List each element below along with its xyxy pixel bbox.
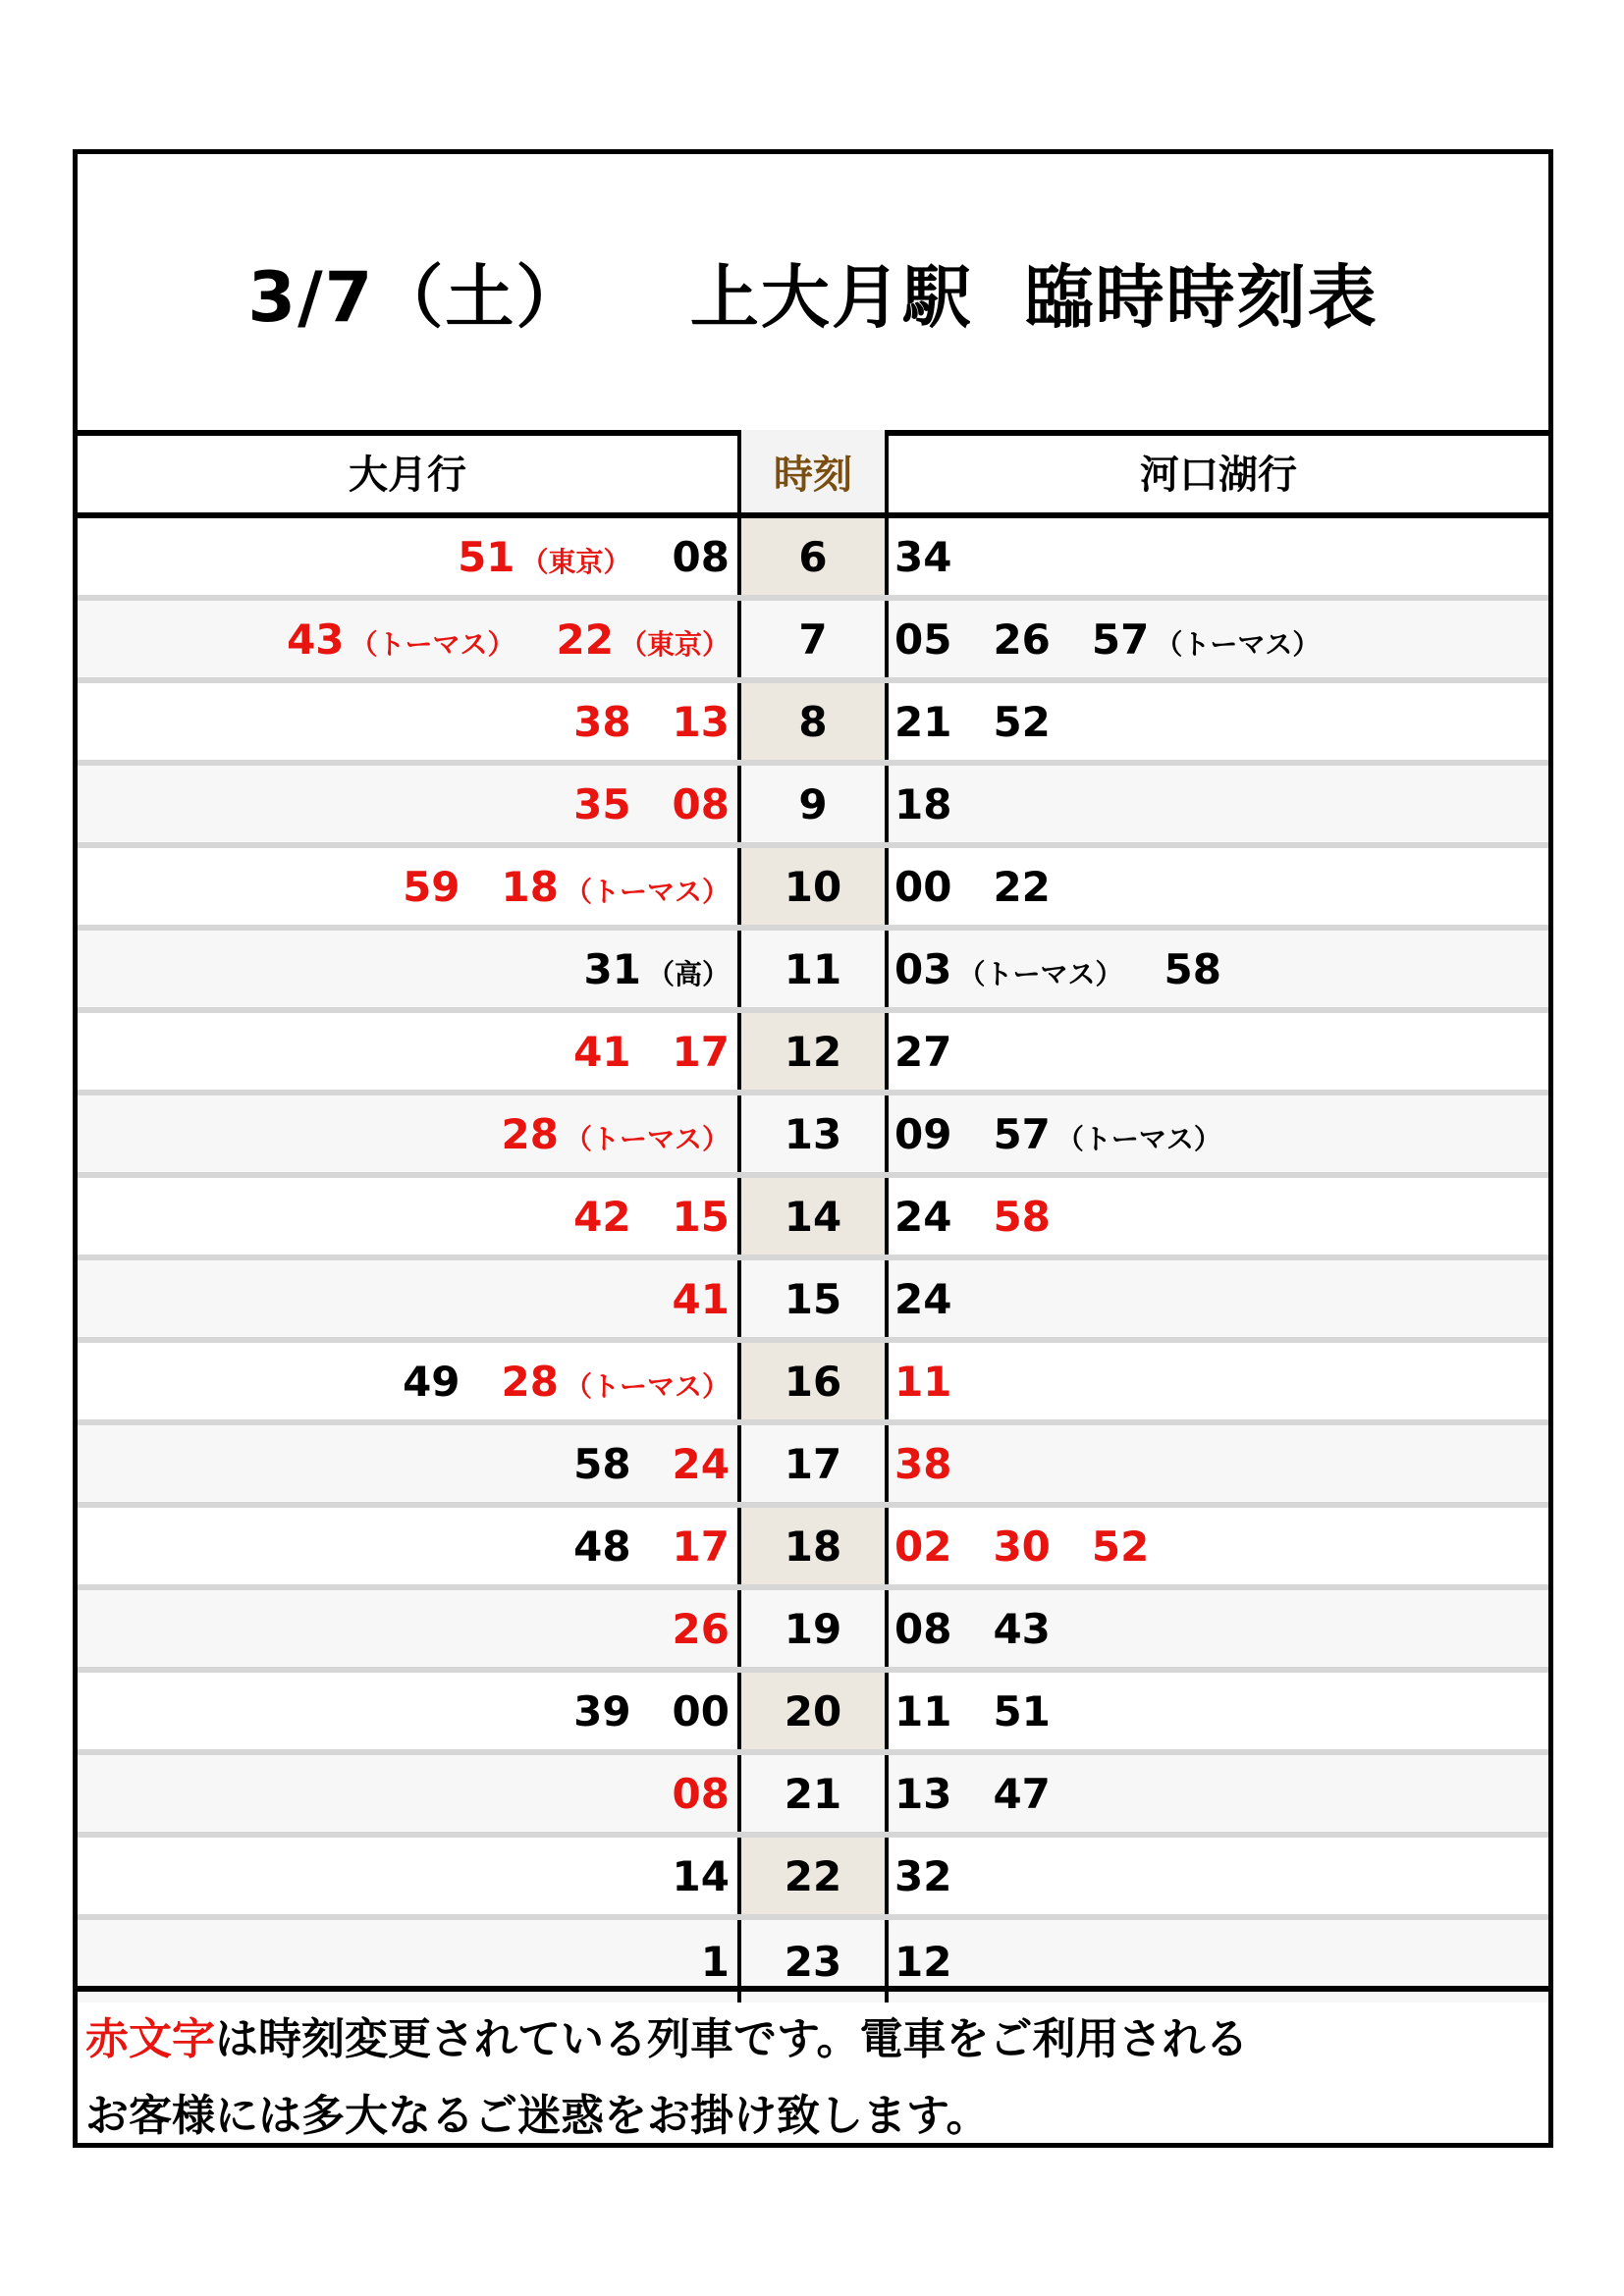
otsuki-departures (78, 1260, 741, 1337)
departure-minute (458, 533, 630, 581)
departure-minute (673, 1028, 730, 1076)
departure-minute (894, 1275, 951, 1323)
otsuki-departures (78, 848, 741, 925)
departure-minute (894, 533, 951, 581)
minute: 58 (1164, 944, 1221, 993)
departure-minute (993, 1193, 1050, 1241)
table-row (78, 848, 1548, 931)
departure-minute (993, 698, 1050, 746)
table-row (78, 1838, 1548, 1920)
hour-cell: 13 (741, 1095, 889, 1172)
minute: 14 (672, 1851, 730, 1900)
minute: 03 (894, 944, 952, 993)
table-row (78, 1425, 1548, 1508)
departure-minute (573, 698, 630, 746)
title-gap (586, 252, 689, 333)
otsuki-departures (78, 1590, 741, 1667)
departure-minute (894, 615, 951, 664)
minute: 43 (287, 614, 345, 664)
train-note: （トーマス） (957, 957, 1123, 990)
kawaguchiko-departures (889, 931, 1548, 1007)
hour-cell: 22 (741, 1838, 889, 1914)
minute: 12 (894, 1937, 952, 1986)
minute: 58 (993, 1192, 1051, 1241)
otsuki-departures (78, 1508, 741, 1584)
otsuki-departures (78, 1425, 741, 1502)
departure-minute (993, 863, 1050, 911)
header-kawaguchiko: 河口湖行 (1140, 452, 1297, 498)
departure-minute (993, 1110, 1220, 1158)
timetable-rows (78, 518, 1548, 2002)
otsuki-departures (78, 931, 741, 1007)
minute: 11 (894, 1686, 952, 1735)
notice-red-text: 赤文字 (85, 2014, 215, 2064)
hour-cell: 7 (741, 601, 889, 677)
minute: 28 (501, 1357, 559, 1406)
departure-minute (1164, 945, 1220, 993)
otsuki-departures (78, 1095, 741, 1172)
header-hour: 時刻 (741, 430, 889, 512)
table-row (78, 1755, 1548, 1838)
table-row (78, 1095, 1548, 1178)
otsuki-departures (78, 1178, 741, 1255)
kawaguchiko-departures (889, 1178, 1548, 1255)
departure-minute (673, 1193, 730, 1241)
departure-minute (573, 1522, 630, 1571)
minute: 52 (1091, 1522, 1150, 1571)
hour-cell: 17 (741, 1425, 889, 1502)
table-row (78, 1508, 1548, 1590)
kawaguchiko-departures (889, 1590, 1548, 1667)
departure-minute (894, 1605, 951, 1653)
timetable-sheet (73, 149, 1553, 2148)
kawaguchiko-departures (889, 1343, 1548, 1419)
departure-minute (502, 1358, 730, 1406)
minute: 15 (672, 1192, 730, 1241)
departure-minute (584, 945, 730, 993)
table-row (78, 1178, 1548, 1260)
departure-minute (894, 1110, 951, 1158)
minute: 52 (993, 697, 1051, 746)
departure-minute (894, 1028, 951, 1076)
minute: 35 (573, 779, 631, 828)
departure-minute (894, 1852, 951, 1900)
hour-cell: 11 (741, 931, 889, 1007)
train-note: （トーマス） (1155, 627, 1321, 661)
kawaguchiko-departures (889, 1508, 1548, 1584)
kawaguchiko-departures (889, 1013, 1548, 1090)
departure-minute (894, 698, 951, 746)
minute: 24 (672, 1439, 730, 1488)
minute: 26 (672, 1604, 730, 1653)
minute: 24 (894, 1274, 952, 1323)
minute: 39 (573, 1686, 631, 1735)
title-label: 臨時時刻表 (1024, 257, 1379, 338)
minute: 38 (573, 697, 631, 746)
departure-minute (573, 1028, 630, 1076)
departure-minute (894, 1938, 951, 1986)
notice-line-1 (85, 2002, 1541, 2078)
notice-line-2: お客様には多大なるご迷惑をお掛け致します。 (85, 2091, 990, 2141)
departure-minute (894, 1440, 951, 1488)
departure-minute (894, 780, 951, 828)
departure-minute (1092, 1522, 1149, 1571)
minute: 08 (894, 1604, 952, 1653)
minute: 13 (894, 1769, 952, 1818)
minute: 42 (573, 1192, 631, 1241)
otsuki-departures (78, 1343, 741, 1419)
departure-minute (701, 1938, 730, 1986)
minute: 1 (700, 1937, 730, 1986)
train-note: （トーマス） (350, 627, 515, 661)
kawaguchiko-departures (889, 683, 1548, 760)
kawaguchiko-departures (889, 1673, 1548, 1749)
minute: 00 (894, 862, 952, 911)
departure-minute (993, 1605, 1050, 1653)
hour-cell: 21 (741, 1755, 889, 1832)
minute: 57 (1091, 614, 1150, 664)
column-headers (78, 430, 1548, 518)
minute: 41 (672, 1274, 730, 1323)
otsuki-departures (78, 683, 741, 760)
page-title (78, 154, 1548, 436)
departure-minute (403, 863, 460, 911)
departure-minute (573, 780, 630, 828)
otsuki-departures (78, 1838, 741, 1914)
table-row (78, 601, 1548, 683)
minute: 26 (993, 614, 1051, 664)
minute: 51 (458, 532, 515, 581)
departure-minute (894, 945, 1122, 993)
minute: 51 (993, 1686, 1051, 1735)
departure-minute (894, 1522, 951, 1571)
table-row (78, 766, 1548, 848)
table-row (78, 683, 1548, 766)
hour-cell: 10 (741, 848, 889, 925)
minute: 09 (894, 1109, 952, 1158)
departure-minute (673, 1605, 730, 1653)
departure-minute (673, 698, 730, 746)
departure-minute (1092, 615, 1320, 664)
departure-minute (673, 780, 730, 828)
title-date: 3/7（土） (247, 257, 587, 338)
kawaguchiko-departures (889, 766, 1548, 842)
hour-cell: 23 (741, 1920, 889, 2002)
departure-minute (894, 863, 951, 911)
minute: 59 (403, 862, 460, 911)
title-station: 上大月駅 (689, 257, 973, 338)
minute: 27 (894, 1027, 952, 1076)
hour-cell: 16 (741, 1343, 889, 1419)
minute: 28 (501, 1109, 559, 1158)
table-row (78, 1673, 1548, 1755)
notice-line-1-text: は時刻変更されている列車です。電車をご利用される (215, 2014, 1249, 2064)
minute: 49 (403, 1357, 460, 1406)
kawaguchiko-departures (889, 848, 1548, 925)
minute: 00 (672, 1686, 730, 1735)
table-row (78, 1260, 1548, 1343)
minute: 22 (993, 862, 1051, 911)
departure-minute (894, 1358, 951, 1406)
minute: 58 (573, 1439, 631, 1488)
minute: 38 (894, 1439, 952, 1488)
minute: 05 (894, 614, 952, 664)
hour-cell: 12 (741, 1013, 889, 1090)
minute: 21 (894, 697, 952, 746)
header-otsuki: 大月行 (78, 430, 741, 512)
minute: 57 (993, 1109, 1051, 1158)
departure-minute (673, 1275, 730, 1323)
train-note: （トーマス） (564, 1369, 730, 1403)
departure-minute (993, 1687, 1050, 1735)
otsuki-departures (78, 1673, 741, 1749)
hour-cell: 20 (741, 1673, 889, 1749)
minute: 02 (894, 1522, 952, 1571)
departure-minute (673, 1852, 730, 1900)
train-note: （東京） (619, 627, 730, 661)
train-note: （トーマス） (564, 1122, 730, 1155)
hour-cell: 6 (741, 518, 889, 595)
train-note: （トーマス） (1056, 1122, 1221, 1155)
table-row (78, 1343, 1548, 1425)
kawaguchiko-departures (889, 1095, 1548, 1172)
otsuki-departures (78, 601, 741, 677)
kawaguchiko-departures (889, 1838, 1548, 1914)
minute: 43 (993, 1604, 1051, 1653)
hour-cell: 15 (741, 1260, 889, 1337)
table-row (78, 518, 1548, 601)
kawaguchiko-departures (889, 601, 1548, 677)
otsuki-departures (78, 766, 741, 842)
minute: 31 (583, 944, 641, 993)
minute: 30 (993, 1522, 1051, 1571)
otsuki-departures (78, 1013, 741, 1090)
kawaguchiko-departures (889, 1425, 1548, 1502)
minute: 11 (894, 1357, 952, 1406)
train-note: （高） (646, 957, 730, 990)
minute: 48 (573, 1522, 631, 1571)
departure-minute (894, 1193, 951, 1241)
hour-cell: 19 (741, 1590, 889, 1667)
departure-minute (894, 1687, 951, 1735)
kawaguchiko-departures (889, 1260, 1548, 1337)
minute: 32 (894, 1851, 952, 1900)
departure-minute (502, 1110, 730, 1158)
departure-minute (673, 533, 730, 581)
kawaguchiko-departures (889, 518, 1548, 595)
minute: 17 (672, 1522, 730, 1571)
departure-minute (673, 1440, 730, 1488)
hour-cell: 8 (741, 683, 889, 760)
minute: 08 (672, 1769, 730, 1818)
departure-minute (894, 1770, 951, 1818)
table-row (78, 1013, 1548, 1095)
otsuki-departures (78, 518, 741, 595)
departure-minute (673, 1770, 730, 1818)
minute: 18 (894, 779, 952, 828)
footer-notice (78, 1986, 1548, 2143)
table-row (78, 1590, 1548, 1673)
departure-minute (573, 1687, 630, 1735)
departure-minute (403, 1358, 460, 1406)
minute: 47 (993, 1769, 1051, 1818)
minute: 17 (672, 1027, 730, 1076)
departure-minute (573, 1440, 630, 1488)
hour-cell: 18 (741, 1508, 889, 1584)
minute: 22 (556, 614, 614, 664)
departure-minute (993, 1522, 1050, 1571)
departure-minute (673, 1687, 730, 1735)
otsuki-departures (78, 1755, 741, 1832)
minute: 18 (501, 862, 559, 911)
minute: 34 (894, 532, 952, 581)
departure-minute (993, 615, 1050, 664)
title-gap (973, 252, 1025, 333)
table-row (78, 931, 1548, 1013)
minute: 13 (672, 697, 730, 746)
hour-cell: 14 (741, 1178, 889, 1255)
departure-minute (673, 1522, 730, 1571)
departure-minute (557, 615, 730, 664)
minute: 41 (573, 1027, 631, 1076)
train-note: （トーマス） (564, 875, 730, 908)
kawaguchiko-departures (889, 1755, 1548, 1832)
departure-minute (573, 1193, 630, 1241)
departure-minute (287, 615, 514, 664)
minute: 08 (672, 532, 730, 581)
departure-minute (502, 863, 730, 911)
train-note: （東京） (520, 545, 631, 578)
hour-cell: 9 (741, 766, 889, 842)
departure-minute (993, 1770, 1050, 1818)
minute: 08 (672, 779, 730, 828)
minute: 24 (894, 1192, 952, 1241)
